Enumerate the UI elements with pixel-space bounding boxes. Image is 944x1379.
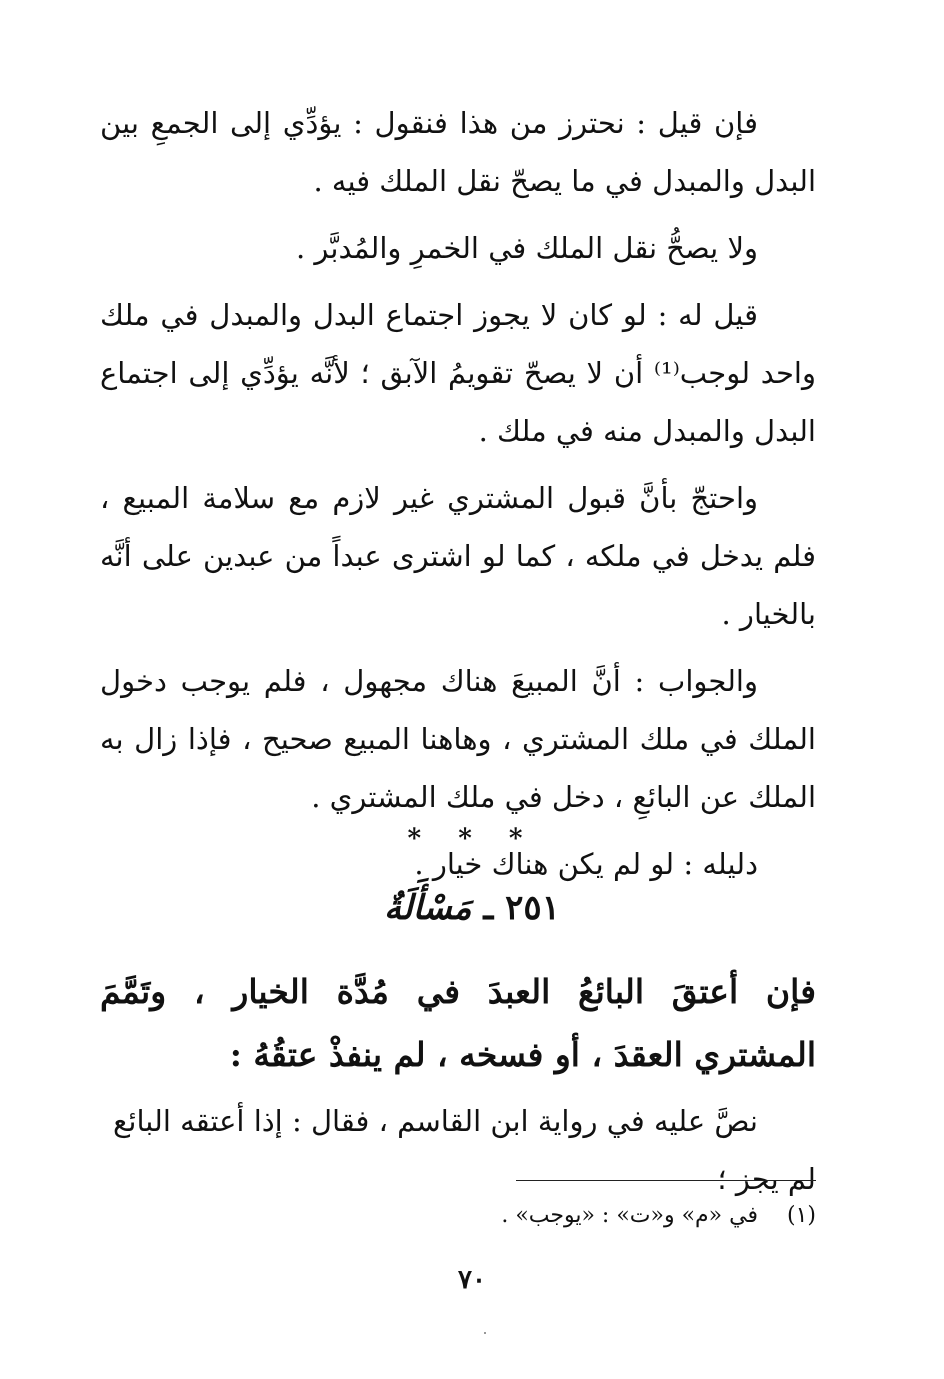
print-speck [484,1332,486,1334]
masala-word: مَسْأَلَةٌ [384,888,472,928]
issue-heading-text: فإن أعتقَ البائعُ العبدَ في مُدَّة الخيار ، وتَمَّمَ المشتري العقدَ ، أو فسخه ، لم ينفذْ عتقُهُ : [100,972,816,1074]
masala-dash: ـ [483,888,494,928]
footnote-text: في «م» و«ت» : «يوجب» . [501,1203,758,1228]
masala-number: ٢٥١ [505,888,560,928]
paragraph: قيل له : لو كان لا يجوز اجتماع البدل والمبدل في ملك واحد لوجب⁽¹⁾ أن لا يصحّ تقويمُ الآبق ؛ لأنَّه يؤدِّي إلى اجتماع البدل والمبدل منه في ملك . [100,298,816,448]
paragraph: دليله : لو لم يكن هناك خيار . [414,847,758,881]
footnote-divider [516,1180,816,1181]
paragraph: واحتجّ بأنَّ قبول المشتري غير لازم مع سلامة المبيع ، فلم يدخل في ملكه ، كما لو اشترى عبداً من عبدين على أنَّه بالخيار . [100,481,816,631]
paragraph: نصَّ عليه في رواية ابن القاسم ، فقال : إذا أعتقه البائع لم يجز ؛ [112,1104,816,1196]
footnote-number: (١) [786,1203,816,1228]
paragraph: والجواب : أنَّ المبيعَ هناك مجهول ، فلم يوجب دخول الملك في ملك المشتري ، وهاهنا المبيع صحيح ، فإذا زال به الملك عن البائعِ ، دخل في ملك المشتري . [100,664,816,814]
masala-title [0,888,944,928]
issue-heading [100,960,816,1086]
page-number: ٧٠ [458,1265,486,1295]
paragraph: ولا يصحُّ نقل الملك في الخمرِ والمُدبَّر . [295,231,758,265]
paragraph: فإن قيل : نحترز من هذا فنقول : يؤدِّي إلى الجمعِ بين البدل والمبدل في ما يصحّ نقل الملك فيه . [100,106,816,198]
body-text [100,94,816,893]
closing-text [100,1092,816,1208]
footnote [100,1198,816,1234]
section-separator: * * * [407,824,537,854]
